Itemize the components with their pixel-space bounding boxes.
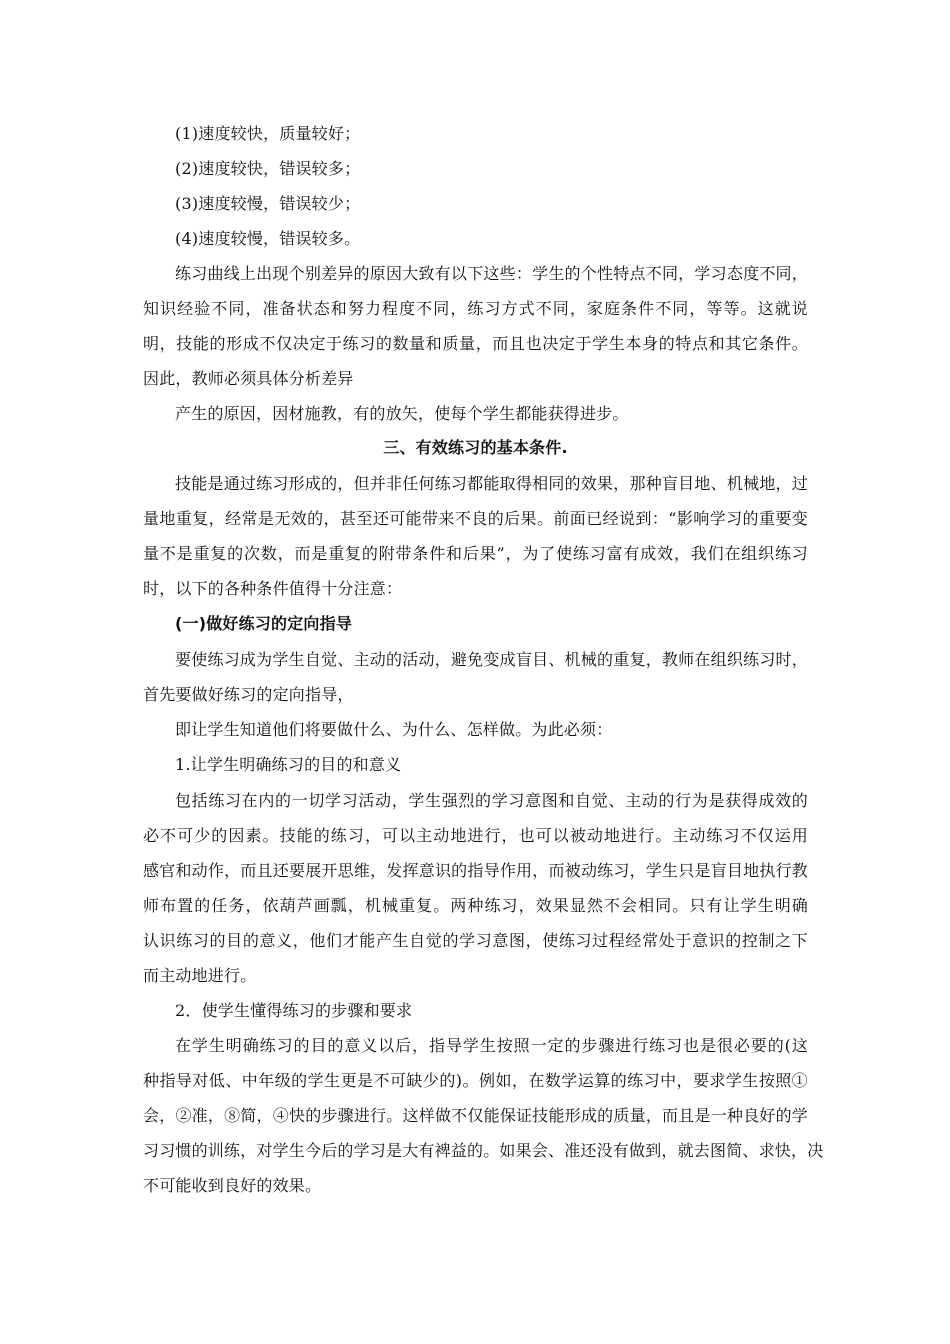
paragraph-line: 时，以下的各种条件值得十分注意： bbox=[143, 579, 403, 598]
paragraph-line: 认识练习的目的意义，他们才能产生自觉的学习意图，使练习过程经常处于意识的控制之下 bbox=[143, 931, 808, 950]
section-heading: 三、有效练习的基本条件. bbox=[383, 438, 568, 457]
paragraph-line: 会，②准，⑧简，④快的步骤进行。这样做不仅能保证技能形成的质量，而且是一种良好的学 bbox=[143, 1106, 808, 1125]
paragraph-line: 师布置的任务，依葫芦画瓢，机械重复。两种练习，效果显然不会相同。只有让学生明确 bbox=[143, 896, 808, 915]
paragraph-line: 包括练习在内的一切学习活动，学生强烈的学习意图和自觉、主动的行为是获得成效的 bbox=[175, 791, 808, 810]
paragraph-line: 必不可少的因素。技能的练习，可以主动地进行，也可以被动地进行。主动练习不仅运用 bbox=[143, 826, 808, 845]
paragraph-line: 习习惯的训练，对学生今后的学习是大有裨益的。如果会、准还没有做到，就去图简、求快，决 bbox=[143, 1141, 824, 1160]
paragraph-line: 首先要做好练习的定向指导， bbox=[143, 685, 354, 704]
paragraph-line: 知识经验不同，准备状态和努力程度不同，练习方式不同，家庭条件不同，等等。这就说 bbox=[143, 299, 808, 318]
numbered-heading-1: 1.让学生明确练习的目的和意义 bbox=[175, 755, 402, 774]
paragraph-line: 要使练习成为学生自觉、主动的活动，避免变成盲目、机械的重复，教师在组织练习时， bbox=[175, 650, 808, 669]
paragraph-line: 技能是通过练习形成的，但并非任何练习都能取得相同的效果，那种盲目地、机械地，过 bbox=[175, 474, 808, 493]
paragraph-line: 明，技能的形成不仅决定于练习的数量和质量，而且也决定于学生本身的特点和其它条件。 bbox=[143, 334, 808, 353]
paragraph-line: 种指导对低、中年级的学生更是不可缺少的)。例如，在数学运算的练习中，要求学生按照① bbox=[143, 1071, 808, 1090]
paragraph-line: 产生的原因，因材施教，有的放矢，使每个学生都能获得进步。 bbox=[175, 404, 629, 423]
paragraph-line: 练习曲线上出现个别差异的原因大致有以下这些：学生的个性特点不同，学习态度不同， bbox=[175, 264, 808, 283]
numbered-heading-2: 2．使学生懂得练习的步骤和要求 bbox=[175, 1001, 413, 1020]
list-item-3: (3)速度较慢，错误较少； bbox=[175, 194, 361, 213]
paragraph-line: 感官和动作，而且还要展开思维，发挥意识的指导作用，而被动练习，学生只是盲目地执行教 bbox=[143, 861, 808, 880]
paragraph-line: 而主动地进行。 bbox=[143, 966, 257, 985]
paragraph-line: 量不是重复的次数，而是重复的附带条件和后果”，为了使练习富有成效，我们在组织练习 bbox=[143, 544, 808, 563]
paragraph-line: 因此，教师必须具体分析差异 bbox=[143, 369, 354, 388]
list-item-2: (2)速度较快，错误较多； bbox=[175, 159, 361, 178]
list-item-1: (1)速度较快，质量较好； bbox=[175, 124, 361, 143]
subsection-heading: (一)做好练习的定向指导 bbox=[175, 614, 353, 633]
paragraph-line: 在学生明确练习的目的意义以后，指导学生按照一定的步骤进行练习也是很必要的(这 bbox=[175, 1036, 808, 1055]
paragraph-line: 量地重复，经常是无效的，甚至还可能带来不良的后果。前面已经说到：“影响学习的重要变 bbox=[143, 509, 808, 528]
list-item-4: (4)速度较慢，错误较多。 bbox=[175, 229, 361, 248]
paragraph-line: 即让学生知道他们将要做什么、为什么、怎样做。为此必须： bbox=[175, 720, 613, 739]
paragraph-line: 不可能收到良好的效果。 bbox=[143, 1176, 322, 1195]
